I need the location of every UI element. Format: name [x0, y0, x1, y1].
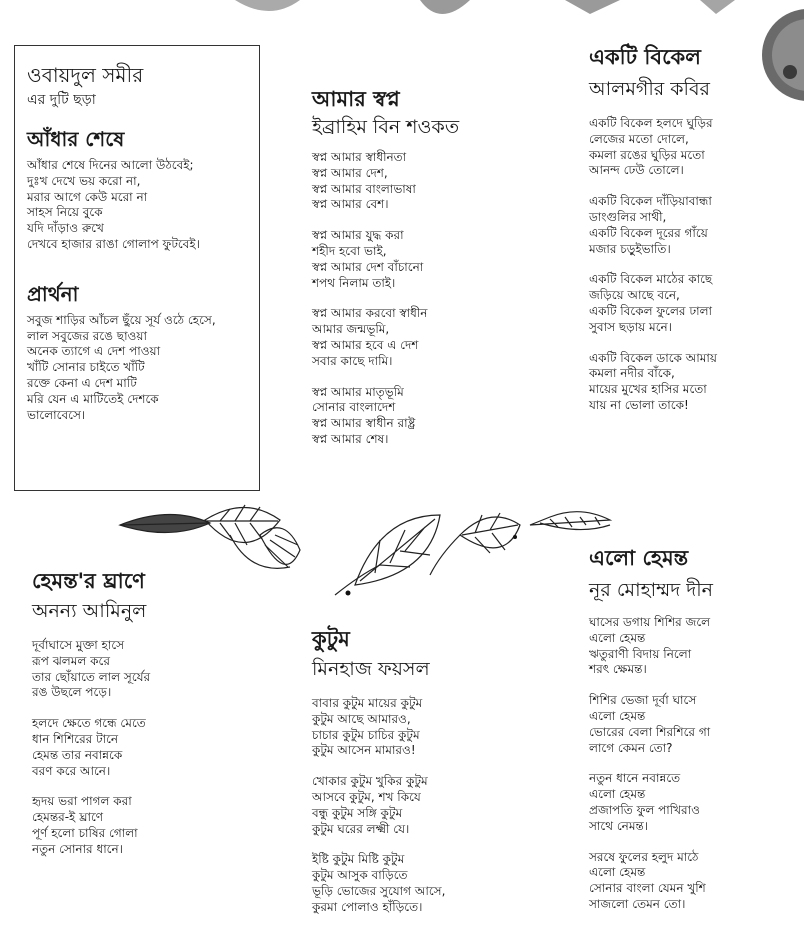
poem-line: বরণ করে আনে। — [32, 763, 111, 778]
leaves-illustration — [110, 495, 630, 605]
poem-line: সবার কাছে দামি। — [312, 353, 393, 368]
poem-author: নূর মোহাম্মদ দীন — [589, 579, 713, 601]
poem-stanza — [589, 615, 713, 678]
poem-line: কুরমা পোলাও হাঁড়িতে। — [312, 899, 423, 914]
poem-line: হৃদয় ভরা পাগল করা — [32, 794, 132, 809]
box-subheading: এর দুটি ছড়া — [27, 92, 96, 108]
poem-stanza — [32, 716, 150, 779]
poem-line: লাগে কেমন তো? — [589, 740, 673, 755]
poem-elo-hemonto — [589, 545, 713, 928]
poem-line: সাজলো তেমন তো। — [589, 896, 686, 911]
poem-stanza — [589, 850, 713, 913]
poem-line: আনন্দ ঢেউ তোলে। — [589, 163, 684, 178]
poem-line: স্বপ্ন আমার দেশ বাঁচানো — [312, 259, 424, 274]
poem-line: একটি বিকেল দূরের গাঁয়ে — [589, 225, 708, 240]
poem-line: যদি দাঁড়াও রুখে — [27, 221, 104, 236]
poem-line: সোনার বাংলাদেশ — [312, 400, 396, 415]
poem-stanza — [312, 150, 459, 213]
poem-line: অনেক ত্যাগে এ দেশ পাওয়া — [27, 344, 161, 359]
poem-line: স্বপ্ন আমার স্বাধীন রাষ্ট্র — [312, 416, 416, 431]
poem-line: মরি যেন এ মাটিতেই দেশকে — [27, 391, 159, 406]
box-heading: ওবায়দুল সমীর — [27, 63, 144, 87]
poem-line: আঁধার শেষে দিনের আলো উঠবেই; — [27, 158, 194, 172]
poem-line: বন্ধু কুটুম সঙ্গি কুটুম — [312, 805, 403, 820]
poem-line: কুটুম আসুক বাড়িতে — [312, 868, 408, 883]
poem-stanza — [589, 116, 717, 179]
poem-line: একটি বিকেল হলদে ঘুড়ির — [589, 116, 713, 130]
poem-line: একটি বিকেল ডাকে আমায় — [589, 350, 717, 365]
poem-author: আলমগীর কবির — [589, 78, 711, 100]
poem-line: মরার আগে কেউ মরো না — [27, 189, 148, 204]
poem-line: নতুন সোনার ধানে। — [32, 841, 123, 856]
poem-line: তার ছোঁয়াতে লাল সূর্যের — [32, 669, 151, 684]
poem-stanza — [312, 385, 459, 448]
poem-line: মায়ের মুখের হাসির মতো — [589, 382, 707, 397]
poem-line: লেজের মতো দোলে, — [589, 131, 689, 146]
poem-line: যায় না ভোলা তাকে! — [589, 397, 689, 412]
poem-line: হলদে ক্ষেতে গন্ধে মেতে — [32, 716, 146, 731]
poem-line: স্বপ্ন আমার দেশ, — [312, 165, 388, 180]
poem-author: ইব্রাহিম বিন শওকত — [312, 116, 460, 138]
poem-line: ভোরের বেলা শিরশিরে গা — [589, 724, 711, 739]
poem-line: বাবার কুটুম মায়ের কুটুম — [312, 696, 423, 710]
poem-line: শহীদ হবো ভাই, — [312, 243, 387, 258]
poem-line: পূর্ণ হলো চাষির গোলা — [32, 825, 138, 840]
poem-title: আমার স্বপ্ন — [312, 87, 400, 111]
poem-line: স্বপ্ন আমার হবে এ দেশ — [312, 337, 419, 352]
poem-line: এলো হেমন্ত — [589, 865, 646, 880]
poem-line: শপথ নিলাম তাই। — [312, 275, 396, 290]
poem-line: স্বপ্ন আমার বেশ। — [312, 197, 389, 212]
poem-stanza — [589, 771, 713, 834]
poem-line: সাহস নিয়ে বুকে — [27, 205, 103, 220]
poem-author: মিনহাজ ফয়সল — [312, 658, 430, 680]
poem-line: আমার জন্মভূমি, — [312, 322, 390, 337]
poem-stanza — [312, 852, 445, 915]
poem-line: খাঁটি সোনার চাইতে খাঁটি — [27, 360, 145, 375]
poem-stanza — [312, 774, 445, 837]
poem-line: সবুজ শাড়ির আঁচল ছুঁয়ে সূর্য ওঠে হেসে, — [27, 312, 216, 327]
poem-body — [312, 696, 445, 916]
poem-line: আসবে কুটুম, শখ কিযে — [312, 789, 421, 804]
poem-title: একটি বিকেল — [589, 45, 701, 69]
poem-line: হেমন্ত তার নবান্নকে — [32, 747, 123, 762]
poem-line: সরষে ফুলের হলুদ মাঠে — [589, 849, 699, 864]
poem-line: দুঃখ দেখে ভয় করো না, — [27, 173, 141, 188]
poem-line: দূর্বাঘাসে মুক্তা হাসে — [32, 638, 125, 652]
poem-line: ইষ্টি কুটুম মিষ্টি কুটুম — [312, 852, 405, 867]
poem-line: এলো হেমন্ত — [589, 787, 646, 802]
poem-line: স্বপ্ন আমার মাতৃভূমি — [312, 384, 404, 399]
poem-line: সাথে নেমন্ত। — [589, 818, 649, 833]
poem-line: একটি বিকেল দাঁড়িয়াবান্ধা — [589, 194, 712, 209]
poem-body — [589, 116, 717, 414]
poem-title-andhar-seshe: আঁধার শেষে — [27, 127, 125, 151]
poem-line: ভূড়ি ভোজের সুযোগ আসে, — [312, 883, 446, 898]
poem-body-prarthona — [27, 313, 259, 424]
poem-title-prarthona: প্রার্থনা — [27, 281, 79, 306]
poem-kutum — [312, 626, 445, 931]
poem-line: লাল সবুজের রঙে ছাওয়া — [27, 328, 147, 343]
poem-line: প্রজাপতি ফুল পাখিরাও — [589, 802, 700, 817]
poem-line: চাচার কুটুম চাচির কুটুম — [312, 727, 420, 742]
poem-line: ভালোবেসে। — [27, 407, 86, 422]
poem-line: কমলা রঙের ঘুড়ির মতো — [589, 147, 705, 162]
poem-line: রঙ উছলে পড়ে। — [32, 685, 112, 700]
poem-body — [589, 615, 713, 913]
poem-line: স্বপ্ন আমার স্বাধীনতা — [312, 150, 407, 164]
poem-amar-swapno — [312, 86, 459, 463]
poem-stanza — [312, 696, 445, 759]
poem-line: একটি বিকেল মাঠের কাছে — [589, 272, 713, 287]
poem-line: এলো হেমন্ত — [589, 630, 646, 645]
poem-stanza — [589, 693, 713, 756]
poem-stanza — [589, 194, 717, 257]
poem-line: খোকার কুটুম খুকির কুটুম — [312, 774, 428, 789]
poem-line: নতুন ধানে নবান্নতে — [589, 771, 681, 786]
poem-line: স্বপ্ন আমার করবো স্বাধীন — [312, 306, 428, 321]
poem-line: স্বপ্ন আমার শেষ। — [312, 431, 389, 446]
poem-line: ধান শিশিরের টানে — [32, 731, 119, 746]
poem-line: শিশির ভেজা দূর্বা ঘাসে — [589, 693, 697, 708]
poem-line: এলো হেমন্ত — [589, 708, 646, 723]
poem-hemonter-ghrane — [32, 568, 150, 873]
poem-line: একটি বিকেল ফুলের ঢালা — [589, 303, 713, 318]
poem-line: দেখবে হাজার রাঙা গোলাপ ফুটবেই। — [27, 236, 200, 251]
poem-line: স্বপ্ন আমার যুদ্ধ করা — [312, 228, 404, 243]
poem-line: রক্তে কেনা এ দেশ মাটি — [27, 375, 137, 390]
poem-line: সোনার বাংলা যেমন খুশি — [589, 881, 706, 896]
poem-title: এলো হেমন্ত — [589, 546, 689, 570]
poem-stanza — [589, 351, 717, 414]
poem-author: অনন্য আমিনুল — [32, 600, 147, 622]
poem-line: ঘাসের ডগায় শিশির জলে — [589, 615, 711, 629]
poem-body — [32, 638, 150, 858]
poem-line: মজার চড়ুইভাতি। — [589, 241, 671, 256]
poem-line: স্বপ্ন আমার বাংলাভাষা — [312, 181, 416, 196]
poem-line: কুটুম আসেন মামারও! — [312, 743, 416, 758]
poem-line: ডাংগুলির সাথী, — [589, 209, 667, 224]
poem-ekti-bikel — [589, 44, 717, 429]
poem-line: ঋতুরাণী বিদায় নিলো — [589, 646, 692, 661]
poem-line: কুটুম ঘরের লক্ষ্মী যে। — [312, 821, 410, 836]
poem-stanza — [589, 272, 717, 335]
left-poems-box — [14, 45, 260, 491]
poem-stanza — [312, 228, 459, 291]
poem-line: জড়িয়ে আছে বনে, — [589, 288, 680, 303]
poem-line: সুবাস ছড়ায় মনে। — [589, 319, 672, 334]
poem-line: হেমন্তর-ই ঘ্রাণে — [32, 810, 104, 825]
poem-stanza — [32, 638, 150, 701]
poem-stanza — [32, 794, 150, 857]
poem-line: কমলা নদীর বাঁকে, — [589, 366, 675, 381]
poem-title: কুটুম — [312, 627, 350, 651]
poem-line: কুটুম আছে আমারও, — [312, 711, 411, 726]
poem-body — [312, 150, 459, 448]
poem-title: হেমন্ত'র ঘ্রাণে — [32, 569, 145, 593]
poem-line: শরৎ ক্ষেমন্ত। — [589, 662, 647, 677]
poem-line: রূপ ঝলমল করে — [32, 653, 110, 668]
poem-body-andhar-seshe — [27, 158, 259, 253]
poem-stanza — [312, 306, 459, 369]
